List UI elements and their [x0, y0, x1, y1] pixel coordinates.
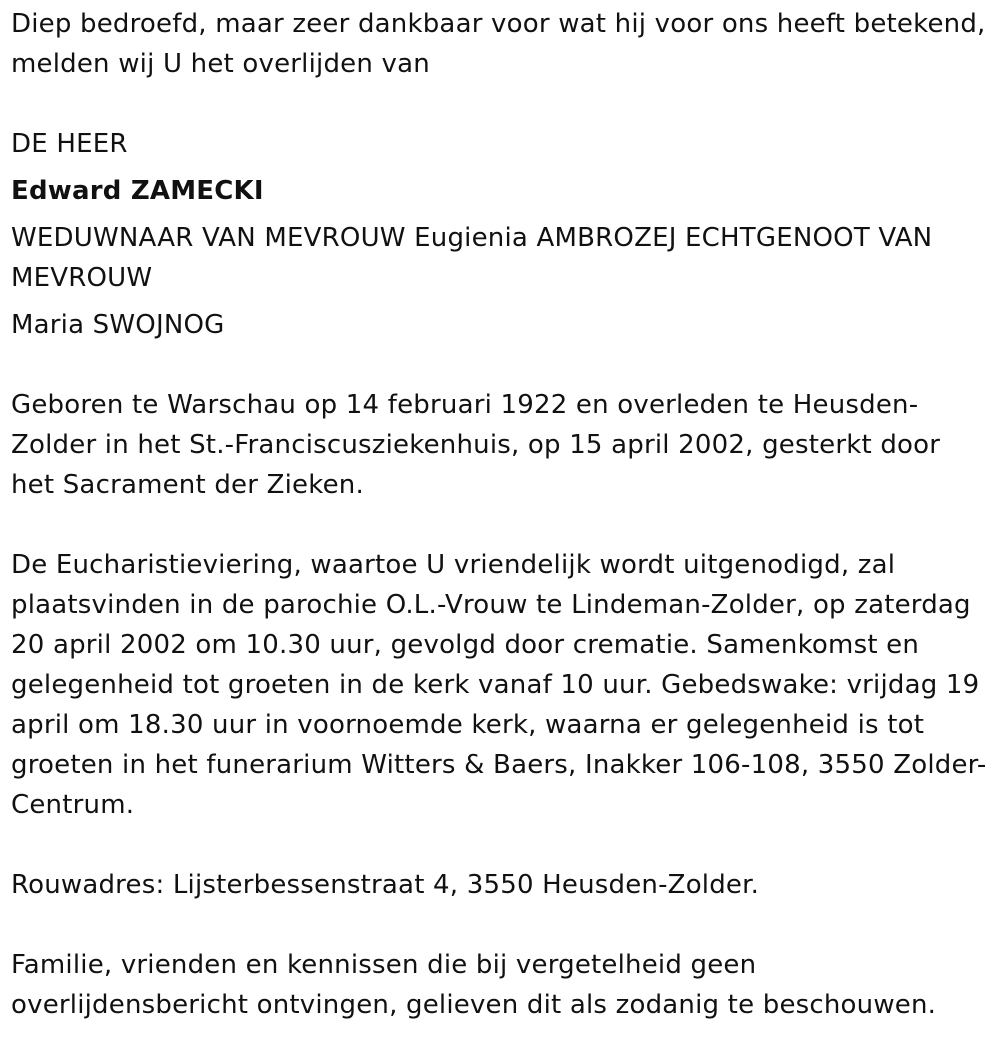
spacer — [11, 905, 991, 945]
deceased-name: Edward ZAMECKI — [11, 176, 264, 206]
closing-paragraph: Familie, vrienden en kennissen die bij vergetelheid geen overlijdensbericht ontvingen, gelieven dit als zodanig te beschouwen. — [11, 950, 937, 1020]
spacer — [11, 211, 991, 218]
spacer — [11, 84, 991, 124]
spacer — [11, 505, 991, 545]
mourning-address: Rouwadres: Lijsterbessenstraat 4, 3550 Heusden-Zolder. — [11, 870, 760, 900]
birth-death-paragraph: Geboren te Warschau op 14 februari 1922 en overleden te Heusden-Zolder in het St.-Franciscusziekenhuis, op 15 april 2002, gesterkt door het Sacrament der Zieken. — [11, 390, 941, 500]
title-line: DE HEER — [11, 129, 128, 159]
spacer — [11, 164, 991, 171]
spacer — [11, 298, 991, 305]
spacer — [11, 825, 991, 865]
ceremony-paragraph: De Eucharistieviering, waartoe U vriendelijk wordt uitgenodigd, zal plaatsvinden in de parochie O.L.-Vrouw te Lindeman-Zolder, op zaterdag 20 april 2002 om 10.30 uur, gevolgd door crematie. Samenkomst en gelegenheid tot groeten in de kerk vanaf 10 uur. Gebedswake: vrijdag 19 april om 18.30 uur in voornoemde kerk, waarna er gelegenheid is tot groeten in het funerarium Witters & Baers, Inakker 106-108, 3550 Zolder-Centrum. — [11, 550, 987, 820]
spacer — [11, 345, 991, 385]
spouse-name: Maria SWOJNOG — [11, 310, 225, 340]
relation-line: WEDUWNAAR VAN MEVROUW Eugienia AMBROZEJ ECHTGENOOT VAN MEVROUW — [11, 223, 933, 293]
intro-paragraph: Diep bedroefd, maar zeer dankbaar voor wat hij voor ons heeft betekend, melden wij U het overlijden van — [11, 9, 986, 79]
